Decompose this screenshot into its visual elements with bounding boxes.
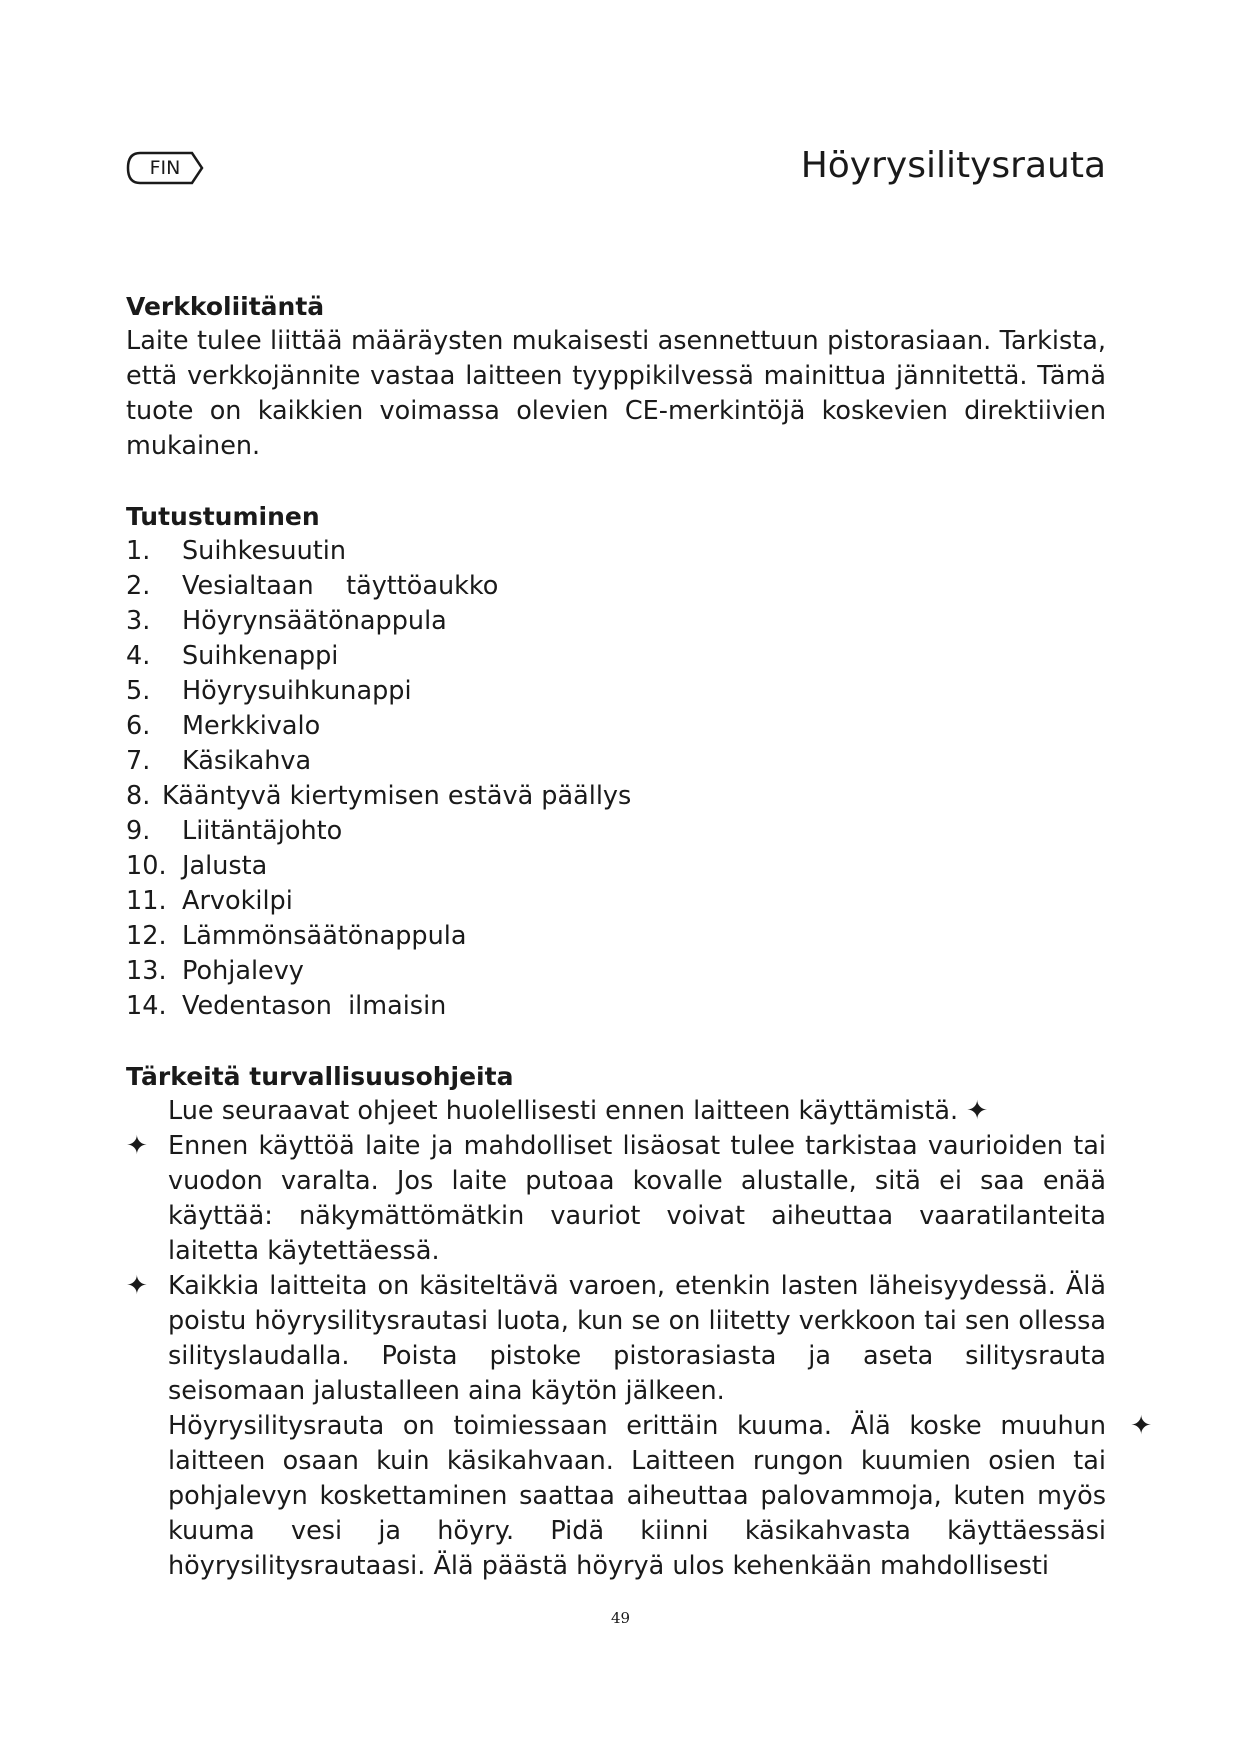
section-text-mains: Laite tulee liittää määräysten mukaisesti asennettuun pistorasiaan. Tarkista, että verkkojännite vastaa laitteen tyyppikilvessä mainittua jännitettä. Tämä tuote on kaikkien voimassa olevien CE-merkintöjä koskevien direktiivien mukainen. bbox=[126, 326, 1106, 461]
list-item: 12. Lämmönsäätönappula bbox=[126, 921, 467, 951]
section-heading-mains: Verkkoliitäntä bbox=[126, 292, 325, 321]
list-item: 5. Höyrysuihkunappi bbox=[126, 676, 412, 706]
language-badge-label: FIN bbox=[149, 157, 181, 179]
list-item: 8. Kääntyvä kiertymisen estävä päällys bbox=[126, 781, 632, 811]
safety-paragraph: ✦ Kaikkia laitteita on käsiteltävä varoen, etenkin lasten läheisyydessä. Älä poistu höyrysilitysrautasi luota, kun se on liitetty verkkoon tai sen ollessa silityslaudalla. Poista pistoke pistorasiasta ja aseta silitysrauta seisomaan jalustalleen aina käytön jälkeen. bbox=[126, 1271, 1106, 1406]
safety-paragraph: ✦ Ennen käyttöä laite ja mahdolliset lisäosat tulee tarkistaa vaurioiden tai vuodon varalta. Jos laite putoaa kovalle alustalle, sitä ei saa enää käyttää: näkymättömätkin vauriot voivat aiheuttaa vaaratilanteita laitetta käytettäessä. bbox=[126, 1131, 1106, 1266]
section-heading-overview: Tutustuminen bbox=[126, 502, 320, 531]
safety-intro: Lue seuraavat ohjeet huolellisesti ennen laitteen käyttämistä. ✦ bbox=[168, 1096, 989, 1126]
four-point-star-icon: ✦ bbox=[126, 1131, 148, 1161]
list-item: 13. Pohjalevy bbox=[126, 956, 304, 986]
section-heading-safety: Tärkeitä turvallisuusohjeita bbox=[126, 1062, 514, 1091]
page-title: Höyrysilitysrauta bbox=[800, 145, 1106, 186]
list-item: 10. Jalusta bbox=[126, 851, 268, 881]
safety-paragraph: ✦ Höyrysilitysrauta on toimiessaan erittäin kuuma. Älä koske muuhun laitteen osaan kuin käsikahvaan. Laitteen rungon kuumien osien tai pohjalevyn koskettaminen saattaa aiheuttaa palovammoja, kuten myös kuuma vesi ja höyry. Pidä kiinni käsikahvasta käyttäessäsi höyrysilitysrautaasi. Älä päästä höyryä ulos kehenkään mahdollisesti bbox=[168, 1411, 1152, 1581]
list-item: 7. Käsikahva bbox=[126, 746, 312, 776]
list-item: 1. Suihkesuutin bbox=[126, 536, 346, 566]
list-item: 3. Höyrynsäätönappula bbox=[126, 606, 447, 636]
document-body bbox=[126, 289, 1152, 1584]
list-item: 9. Liitäntäjohto bbox=[126, 816, 343, 846]
list-item: 4. Suihkenappi bbox=[126, 641, 339, 671]
language-badge bbox=[126, 151, 204, 185]
section-overview bbox=[126, 499, 1106, 1024]
list-item: 14. Vedentason ilmaisin bbox=[126, 991, 447, 1021]
four-point-star-icon: ✦ bbox=[966, 1096, 989, 1126]
section-mains bbox=[126, 289, 1106, 464]
list-item: 2. Vesialtaan täyttöaukko bbox=[126, 571, 499, 601]
page-number: 49 bbox=[610, 1609, 631, 1627]
section-safety bbox=[126, 1059, 1152, 1584]
list-item: 11. Arvokilpi bbox=[126, 886, 293, 916]
list-item: 6. Merkkivalo bbox=[126, 711, 321, 741]
four-point-star-icon: ✦ bbox=[126, 1271, 148, 1301]
parts-list bbox=[126, 534, 1106, 1024]
four-point-star-icon: ✦ bbox=[1130, 1411, 1152, 1441]
